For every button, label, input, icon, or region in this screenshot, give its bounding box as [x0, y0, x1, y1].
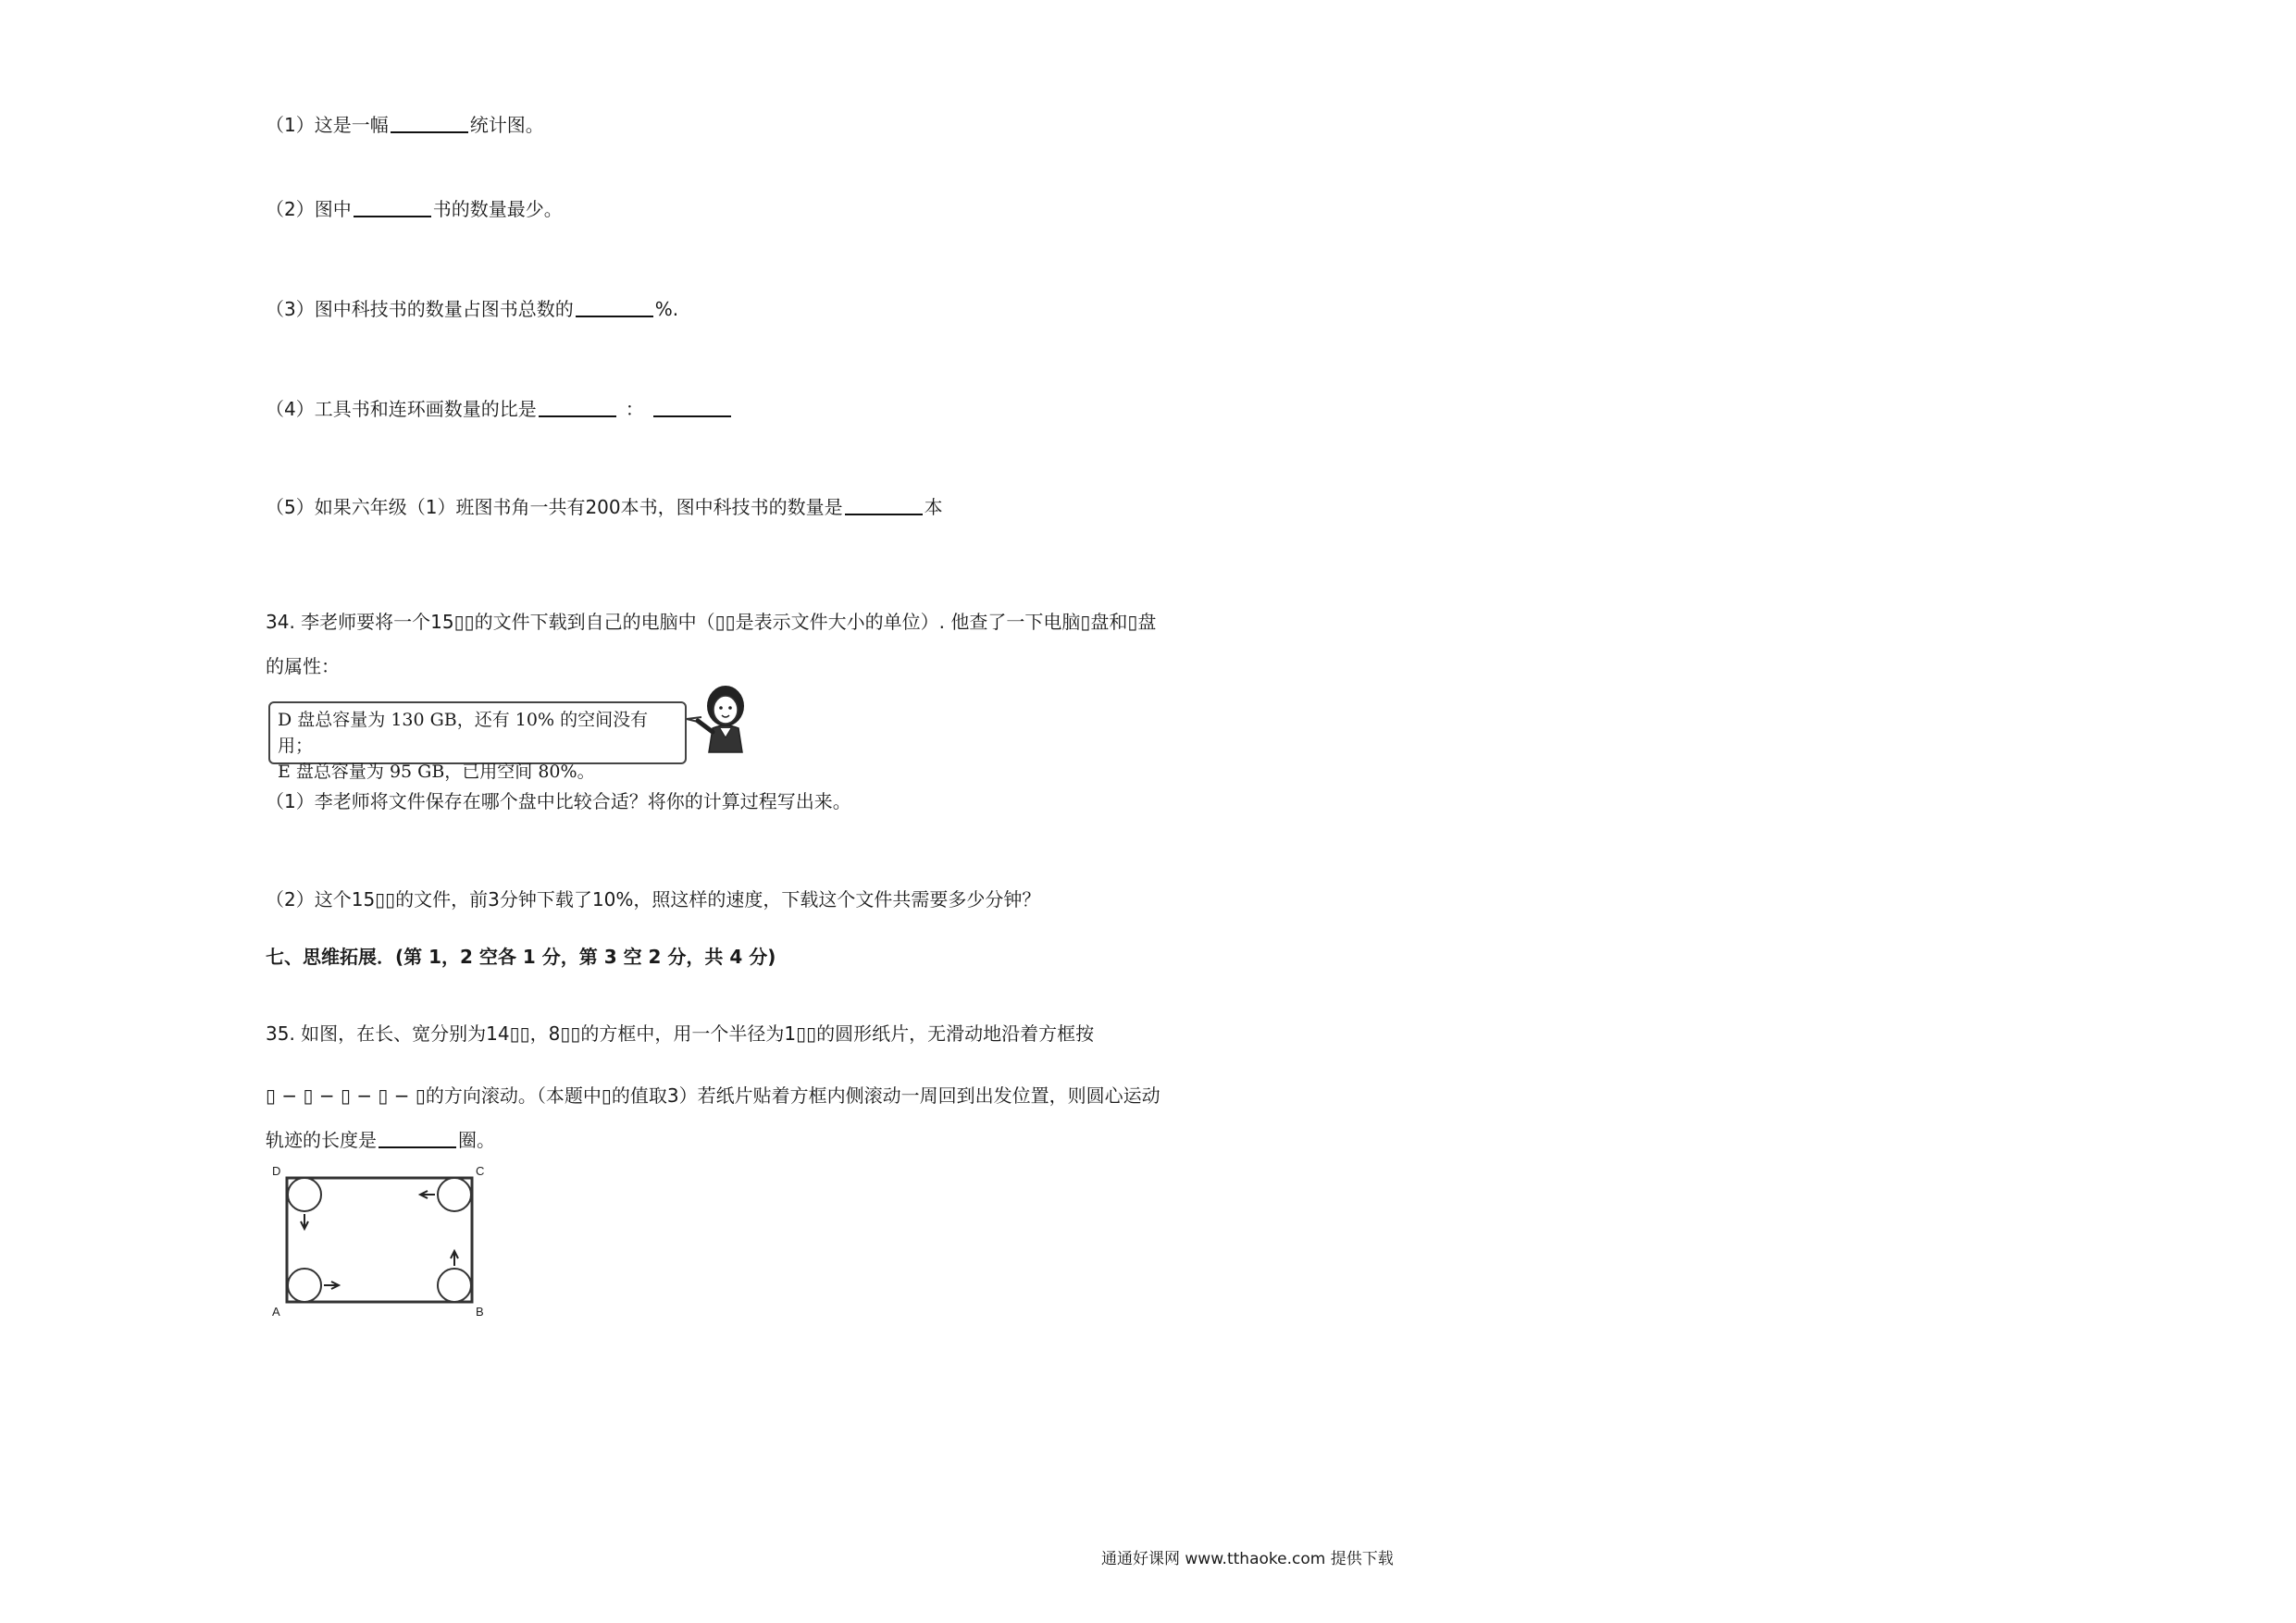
callout-line-d: D 盘总容量为 130 GB，还有 10% 的空间没有用；: [278, 710, 649, 756]
q35-line3-before: 轨迹的长度是: [266, 1129, 377, 1151]
answer-blank[interactable]: [576, 297, 653, 317]
q35-stem-line1: 35. 如图，在长、宽分别为14▯▯，8▯▯的方框中，用一个半径为1▯▯的圆形纸片，无滑动地沿着方框按: [266, 1022, 1095, 1045]
arrow-left-icon: [420, 1191, 435, 1198]
q33-part2-after: 书的数量最少。: [432, 198, 563, 220]
q33-part5: [266, 494, 943, 520]
circle-b: [438, 1269, 471, 1302]
q33-part3-before: （3）图中科技书的数量占图书总数的: [266, 298, 574, 320]
q33-part4-mid: ：: [625, 398, 644, 420]
circle-d: [288, 1178, 321, 1211]
section-heading: 七、思维拓展．(第 1，2 空各 1 分，第 3 空 2 分，共 4 分): [266, 946, 776, 968]
q34-stem-line1: 34. 李老师要将一个15▯▯的文件下载到自己的电脑中（▯▯是表示文件大小的单位）. 他查了一下电脑▯盘和▯盘: [266, 611, 1157, 633]
answer-blank[interactable]: [653, 397, 731, 417]
answer-blank[interactable]: [354, 197, 431, 217]
q33-part4-before: （4）工具书和连环画数量的比是: [266, 398, 537, 420]
q33-part4: [266, 396, 733, 422]
q35-stem-line2: ▯ − ▯ − ▯ − ▯ − ▯的方向滚动。（本题中▯的值取3）若纸片贴着方框内侧滚动一周回到出发位置，则圆心运动: [266, 1084, 1160, 1107]
circle-a: [288, 1269, 321, 1302]
q34-sub2: （2）这个15▯▯的文件，前3分钟下载了10%，照这样的速度，下载这个文件共需要多少分钟？: [266, 888, 1041, 911]
rolling-circle-figure: [268, 1164, 490, 1321]
q33-part1-after: 统计图。: [469, 114, 544, 136]
q33-part2: [266, 196, 563, 222]
arrow-up-icon: [451, 1251, 458, 1266]
label-a: A: [272, 1305, 280, 1319]
page-footer: 通通好课网 www.tthaoke.com 提供下载: [1101, 1550, 1394, 1568]
label-d: D: [272, 1164, 281, 1178]
callout-line-e: E 盘总容量为 95 GB，已用空间 80%。: [278, 762, 595, 782]
q33-part5-after: 本: [924, 496, 943, 518]
q34-stem-line2: 的属性：: [266, 655, 340, 677]
q33-part1: [266, 112, 544, 138]
q35-line3-after: 圈。: [458, 1129, 495, 1151]
q33-part3-after: %.: [654, 298, 679, 320]
q33-part1-before: （1）这是一幅: [266, 114, 389, 136]
arrow-right-icon: [324, 1282, 339, 1289]
label-c: C: [476, 1164, 485, 1178]
answer-blank[interactable]: [391, 113, 468, 133]
q35-stem-line3: [266, 1127, 495, 1153]
circle-c: [438, 1178, 471, 1211]
answer-blank[interactable]: [379, 1128, 456, 1148]
q33-part2-before: （2）图中: [266, 198, 352, 220]
q33-part3: [266, 296, 678, 322]
answer-blank[interactable]: [845, 495, 923, 515]
answer-blank[interactable]: [539, 397, 616, 417]
arrow-down-icon: [301, 1214, 308, 1229]
disk-info-callout: [268, 701, 687, 782]
label-b: B: [476, 1305, 484, 1319]
q33-part5-before: （5）如果六年级（1）班图书角一共有200本书，图中科技书的数量是: [266, 496, 843, 518]
q34-sub1: （1）李老师将文件保存在哪个盘中比较合适？将你的计算过程写出来。: [266, 790, 851, 812]
teacher-illustration: [685, 680, 759, 754]
